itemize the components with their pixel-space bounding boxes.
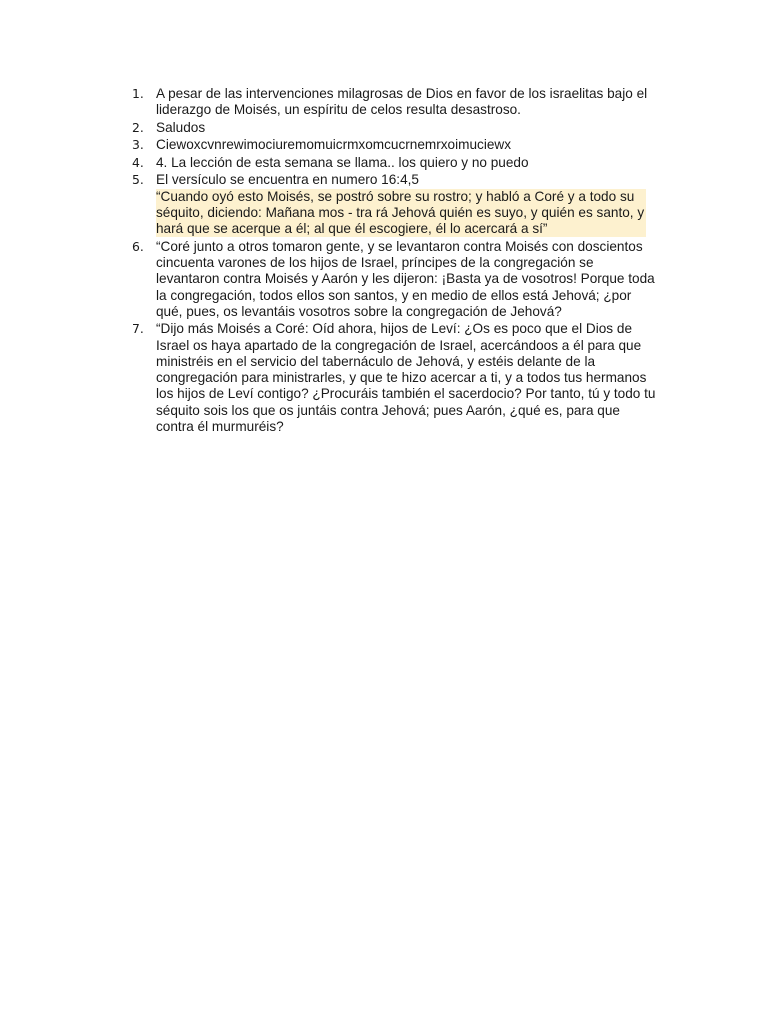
list-item-5: [130, 172, 660, 237]
list-item-text: A pesar de las intervenciones milagrosas de Dios en favor de los israelitas bajo el liderazgo de Moisés, un espíritu de celos resulta desastroso.: [156, 86, 648, 118]
list-item-number: 4.: [132, 154, 144, 170]
list-item-text: Ciewoxcvnrewimociuremomuicrmxomcucrnemrxoimuciewx: [156, 137, 512, 153]
list-item-number: 7.: [132, 321, 144, 337]
list-item-1: [130, 86, 660, 119]
numbered-list: [130, 86, 660, 437]
list-item-text: 4. La lección de esta semana se llama.. los quiero y no puedo: [156, 154, 529, 170]
list-item-3: [130, 137, 660, 153]
highlighted-verse-quote: “Cuando oyó esto Moisés, se postró sobre su rostro; y habló a Coré y a todo su séquito, diciendo: Mañana mos - tra rá Jehová quién es suyo, y quién es santo, y hará que se acerque a él; al que él escogiere, él lo acercará a sí”: [156, 188, 645, 237]
list-item-6: [130, 239, 660, 320]
list-item-text: El versículo se encuentra en numero 16:4,5: [156, 172, 419, 188]
list-item-7: [130, 321, 660, 435]
list-item-number: 5.: [132, 172, 144, 188]
list-item-4: [130, 155, 660, 171]
list-item-text: “Dijo más Moisés a Coré: Oíd ahora, hijos de Leví: ¿Os es poco que el Dios de Israel os haya apartado de la congregación de Israel, acercándoos a él para que ministréis en el servicio del tabernáculo de Jehová, y estéis delante de la congregación para ministrarles, y que te hizo acercar a ti, y a todos tus hermanos los hijos de Leví contigo? ¿Procuráis también el sacerdocio? Por tanto, tú y todo tu séquito sois los que os juntáis contra Jehová; pues Aarón, ¿qué es, para que contra él murmuréis?: [156, 321, 656, 435]
list-item-text: “Coré junto a otros tomaron gente, y se levantaron contra Moisés con doscientos cincuenta varones de los hijos de Israel, príncipes de la congregación se levantaron contra Moisés y Aarón y les dijeron: ¡Basta ya de vosotros! Porque toda la congregación, todos ellos son santos, y en medio de ellos está Jehová; ¿por qué, pues, os levantáis vosotros sobre la congregación de Jehová?: [156, 238, 655, 319]
list-item-number: 1.: [132, 86, 144, 101]
list-item-2: [130, 120, 660, 136]
list-item-number: 3.: [132, 137, 144, 153]
list-item-number: 2.: [132, 119, 144, 135]
list-item-text: Saludos: [156, 119, 206, 135]
list-item-number: 6.: [132, 238, 144, 254]
